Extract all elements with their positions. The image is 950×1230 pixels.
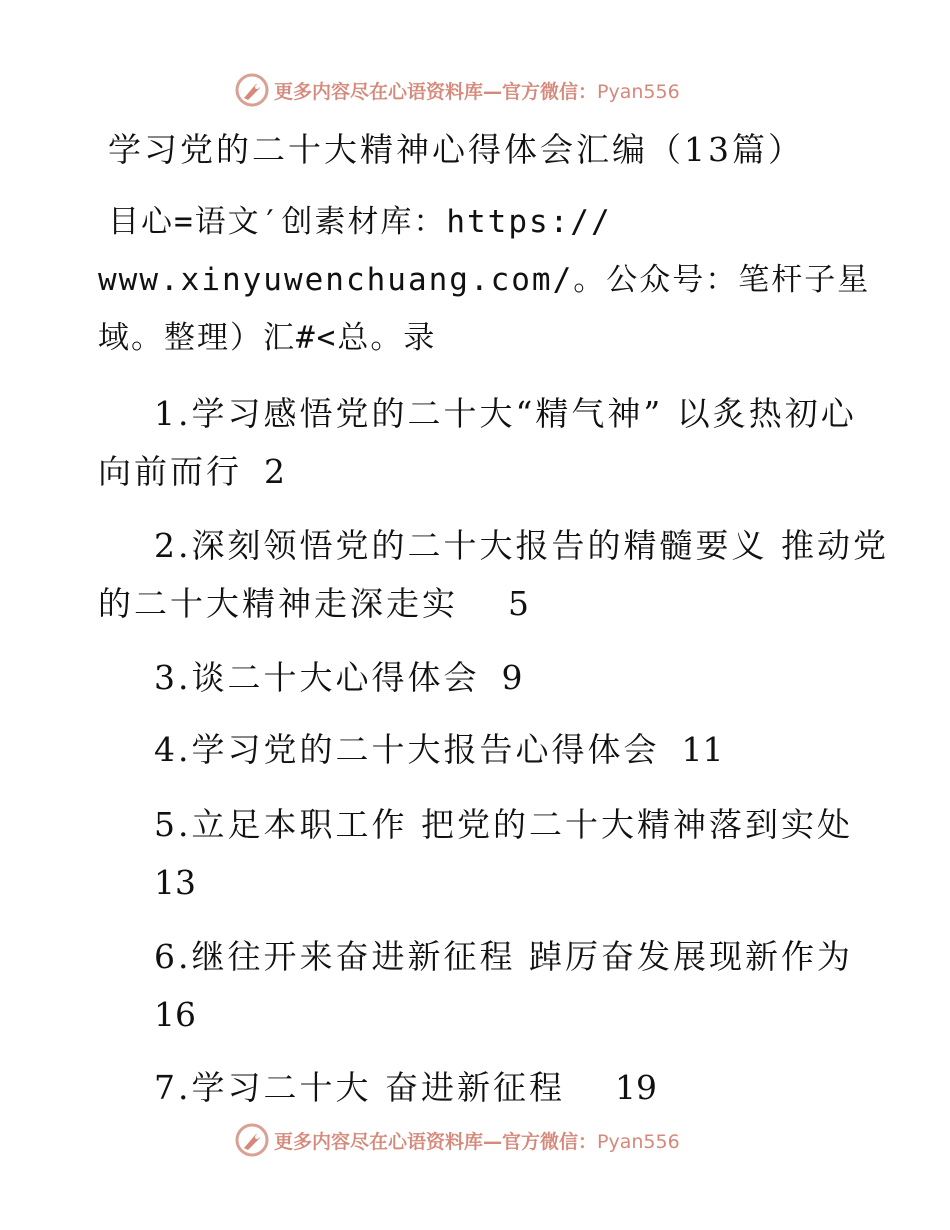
- header-banner: [234, 72, 754, 108]
- toc-item-7[interactable]: 7.学习二十大 奋进新征程 19: [154, 1068, 657, 1107]
- toc-item-2-cont[interactable]: 的二十大精神走深走实 5: [98, 584, 529, 623]
- toc-item-3[interactable]: 3.谈二十大心得体会 9: [154, 658, 523, 697]
- toc-page-number: 2: [264, 452, 285, 491]
- banner-text: 更多内容尽在心语资料库—官方微信：Pyan556: [274, 80, 680, 103]
- pen-nib-logo-icon: [234, 72, 270, 108]
- toc-item-4[interactable]: 4.学习党的二十大报告心得体会 11: [154, 730, 724, 769]
- toc-page-number: 11: [681, 730, 724, 769]
- toc-page-number: 9: [501, 658, 523, 697]
- toc-item-6-page[interactable]: [154, 995, 950, 1035]
- toc-item-2[interactable]: 2.深刻领悟党的二十大报告的精髓要义 推动党: [154, 526, 889, 565]
- intro-line-3: 域。整理）汇#<总。录: [98, 320, 437, 356]
- pen-nib-logo-icon: [234, 1122, 270, 1158]
- toc-item-6[interactable]: 6.继往开来奋进新征程 踔厉奋发展现新作为: [154, 937, 853, 976]
- toc-item-1-cont[interactable]: 向前而行 2: [98, 452, 285, 491]
- toc-item-5[interactable]: 5.立足本职工作 把党的二十大精神落到实处: [154, 805, 853, 844]
- intro-line-2: www.xinyuwenchuang.com/。公众号：笔杆子星: [98, 262, 871, 298]
- banner-text: 更多内容尽在心语资料库—官方微信：Pyan556: [274, 1130, 680, 1153]
- toc-page-number: 19: [614, 1068, 657, 1107]
- footer-banner: [234, 1122, 754, 1158]
- toc-item-5-page[interactable]: [154, 863, 950, 903]
- toc-item-1[interactable]: 1.学习感悟党的二十大“精气神” 以炙热初心: [154, 394, 857, 433]
- toc-page-number: 5: [508, 584, 529, 623]
- page-title: 学习党的二十大精神心得体会汇编（13篇）: [108, 130, 804, 169]
- toc-page-number: 16: [154, 995, 196, 1034]
- toc-page-number: 13: [154, 863, 196, 902]
- intro-line-1: 目心=语文′创素材库：https://: [108, 204, 612, 240]
